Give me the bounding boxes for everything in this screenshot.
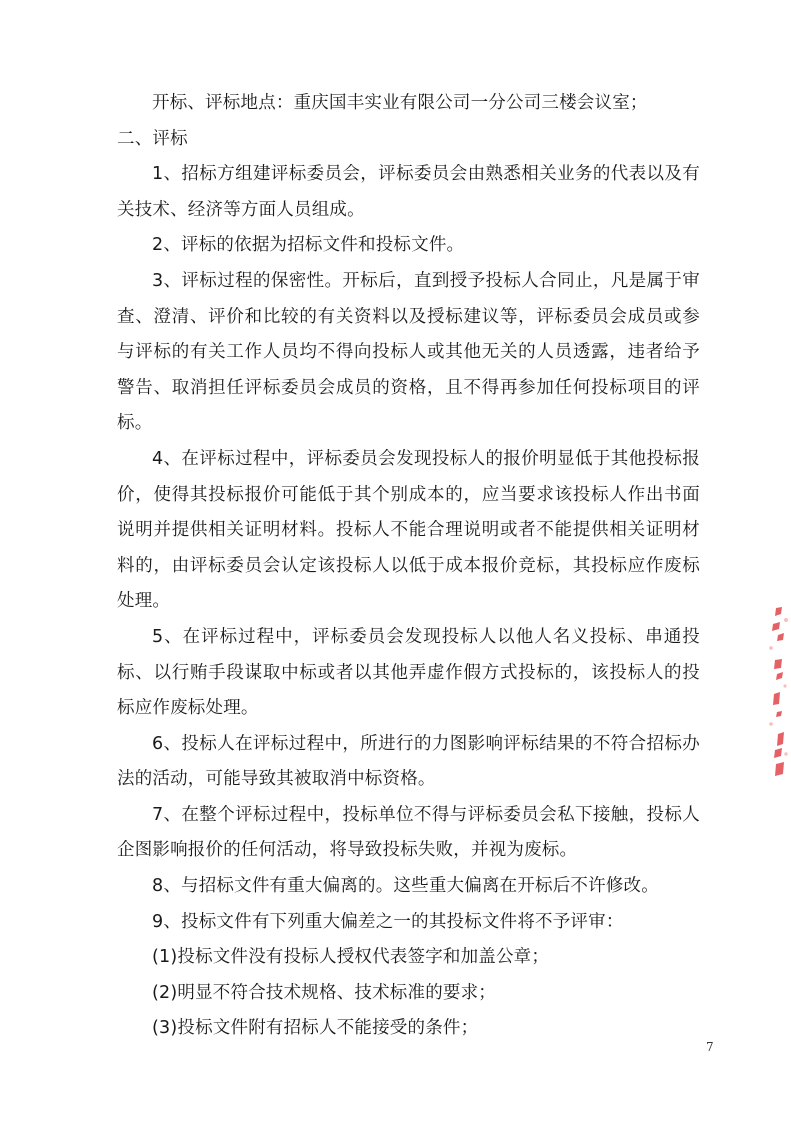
location-line: 开标、评标地点：重庆国丰实业有限公司一分公司三楼会议室； [152,93,648,113]
paragraph-4: 4、在评标过程中，评标委员会发现投标人的报价明显低于其他投标报价，使得其投标报价可能低于其个别成本的，应当要求该投标人作出书面说明并提供相关证明材料。投标人不能合理说明或者不能提供相关证明材料的，由评标委员会认定该投标人以低于成本报价竞标，其投标应作废标处理。 [117,448,700,612]
paragraph-1: 1、招标方组建评标委员会，评标委员会由熟悉相关业务的代表以及有关技术、经济等方面人员组成。 [117,164,700,220]
paragraph-9: 9、投标文件有下列重大偏差之一的其投标文件将不予评审： [152,911,624,932]
seal-icon [764,604,791,782]
list-item-2: (2)明显不符合技术规格、技术标准的要求； [152,982,496,1003]
paragraph-8: 8、与招标文件有重大偏离的。这些重大偏离在开标后不许修改。 [152,876,659,897]
paragraph-2: 2、评标的依据为招标文件和投标文件。 [152,235,465,256]
section-heading: 二、评标 [117,128,188,149]
list-item-3: (3)投标文件附有招标人不能接受的条件； [152,1018,479,1039]
list-item-1: (1)投标文件没有投标人授权代表签字和加盖公章； [152,947,550,968]
paragraph-5: 5、在评标过程中，评标委员会发现投标人以他人名义投标、串通投标、以行贿手段谋取中标或者以其他弄虚作假方式投标的，该投标人的投标应作废标处理。 [117,626,700,719]
document-body [117,86,700,1047]
page-number: 7 [706,1040,714,1054]
paragraph-3: 3、评标过程的保密性。开标后，直到授予投标人合同止，凡是属于审查、澄清、评价和比较的有关资料以及授标建议等，评标委员会成员或参与评标的有关工作人员均不得向投标人或其他无关的人员透露，违者给予警告、取消担任评标委员会成员的资格，且不得再参加任何投标项目的评标。 [117,270,700,434]
paragraph-7: 7、在整个评标过程中，投标单位不得与评标委员会私下接触，投标人企图影响报价的任何活动，将导致投标失败，并视为废标。 [117,804,700,861]
paragraph-6: 6、投标人在评标过程中，所进行的力图影响评标结果的不符合招标办法的活动，可能导致其被取消中标资格。 [117,733,700,790]
